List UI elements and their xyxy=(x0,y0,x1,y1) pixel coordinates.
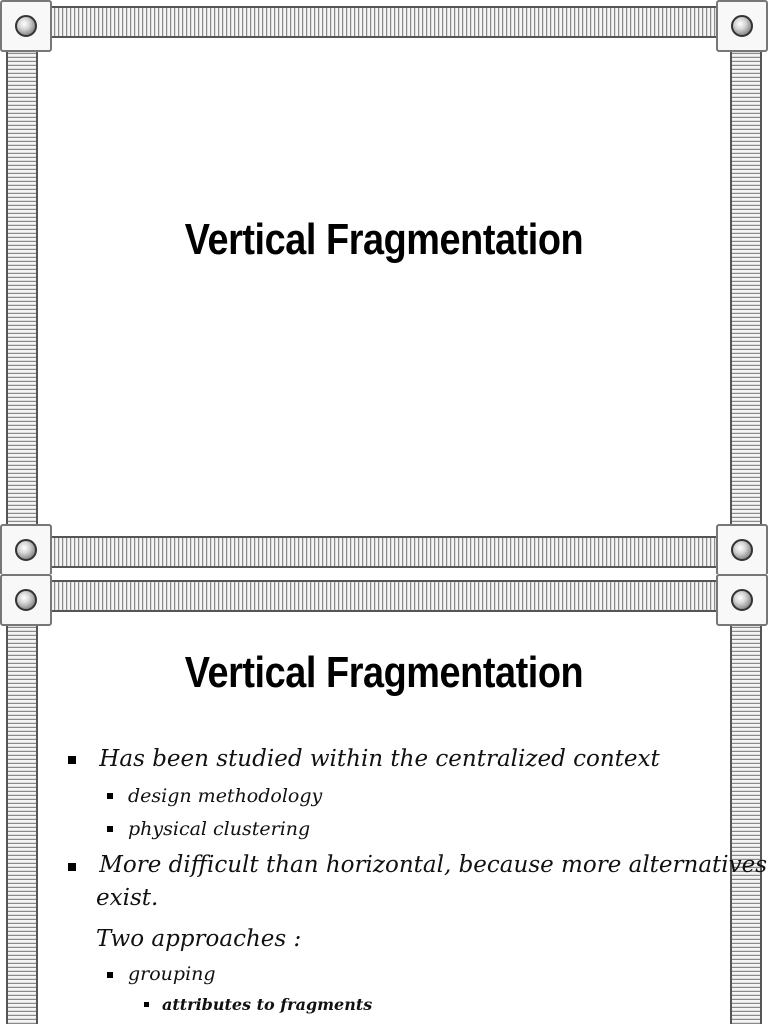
square-bullet-icon xyxy=(68,756,76,764)
slide-title: Vertical Fragmentation xyxy=(184,215,584,264)
bullet-item: physical clustering xyxy=(128,818,311,840)
frame-left-rail xyxy=(6,614,38,1024)
knob-icon xyxy=(15,589,37,611)
plain-line: Two approaches : xyxy=(96,926,302,952)
bullet-item: attributes to fragments xyxy=(162,995,373,1014)
slide-2 xyxy=(0,574,768,1024)
bullet-item: design methodology xyxy=(128,785,323,807)
square-bullet-icon xyxy=(68,863,76,871)
frame-top-rail xyxy=(40,6,728,38)
corner-knob-top-left xyxy=(0,0,52,52)
corner-knob-top-left xyxy=(0,574,52,626)
bullet-item-continuation: exist. xyxy=(96,885,159,911)
square-bullet-icon xyxy=(107,793,113,799)
knob-icon xyxy=(15,539,37,561)
slide-title: Vertical Fragmentation xyxy=(184,648,584,697)
square-bullet-icon xyxy=(144,1002,149,1007)
corner-knob-bottom-left xyxy=(0,524,52,574)
square-bullet-icon xyxy=(107,826,113,832)
corner-knob-top-right xyxy=(716,574,768,626)
square-bullet-icon xyxy=(107,972,113,978)
bullet-item: grouping xyxy=(128,963,216,985)
frame-left-rail xyxy=(6,40,38,540)
corner-knob-top-right xyxy=(716,0,768,52)
corner-knob-bottom-right xyxy=(716,524,768,574)
knob-icon xyxy=(731,539,753,561)
knob-icon xyxy=(15,15,37,37)
bullet-item: Has been studied within the centralized context xyxy=(92,746,660,772)
frame-top-rail xyxy=(40,580,728,612)
knob-icon xyxy=(731,15,753,37)
frame-right-rail xyxy=(730,40,762,540)
knob-icon xyxy=(731,589,753,611)
bullet-item: More difficult than horizontal, because more alternatives xyxy=(92,852,768,878)
frame-right-rail xyxy=(730,614,762,1024)
frame-bottom-rail xyxy=(40,536,728,568)
